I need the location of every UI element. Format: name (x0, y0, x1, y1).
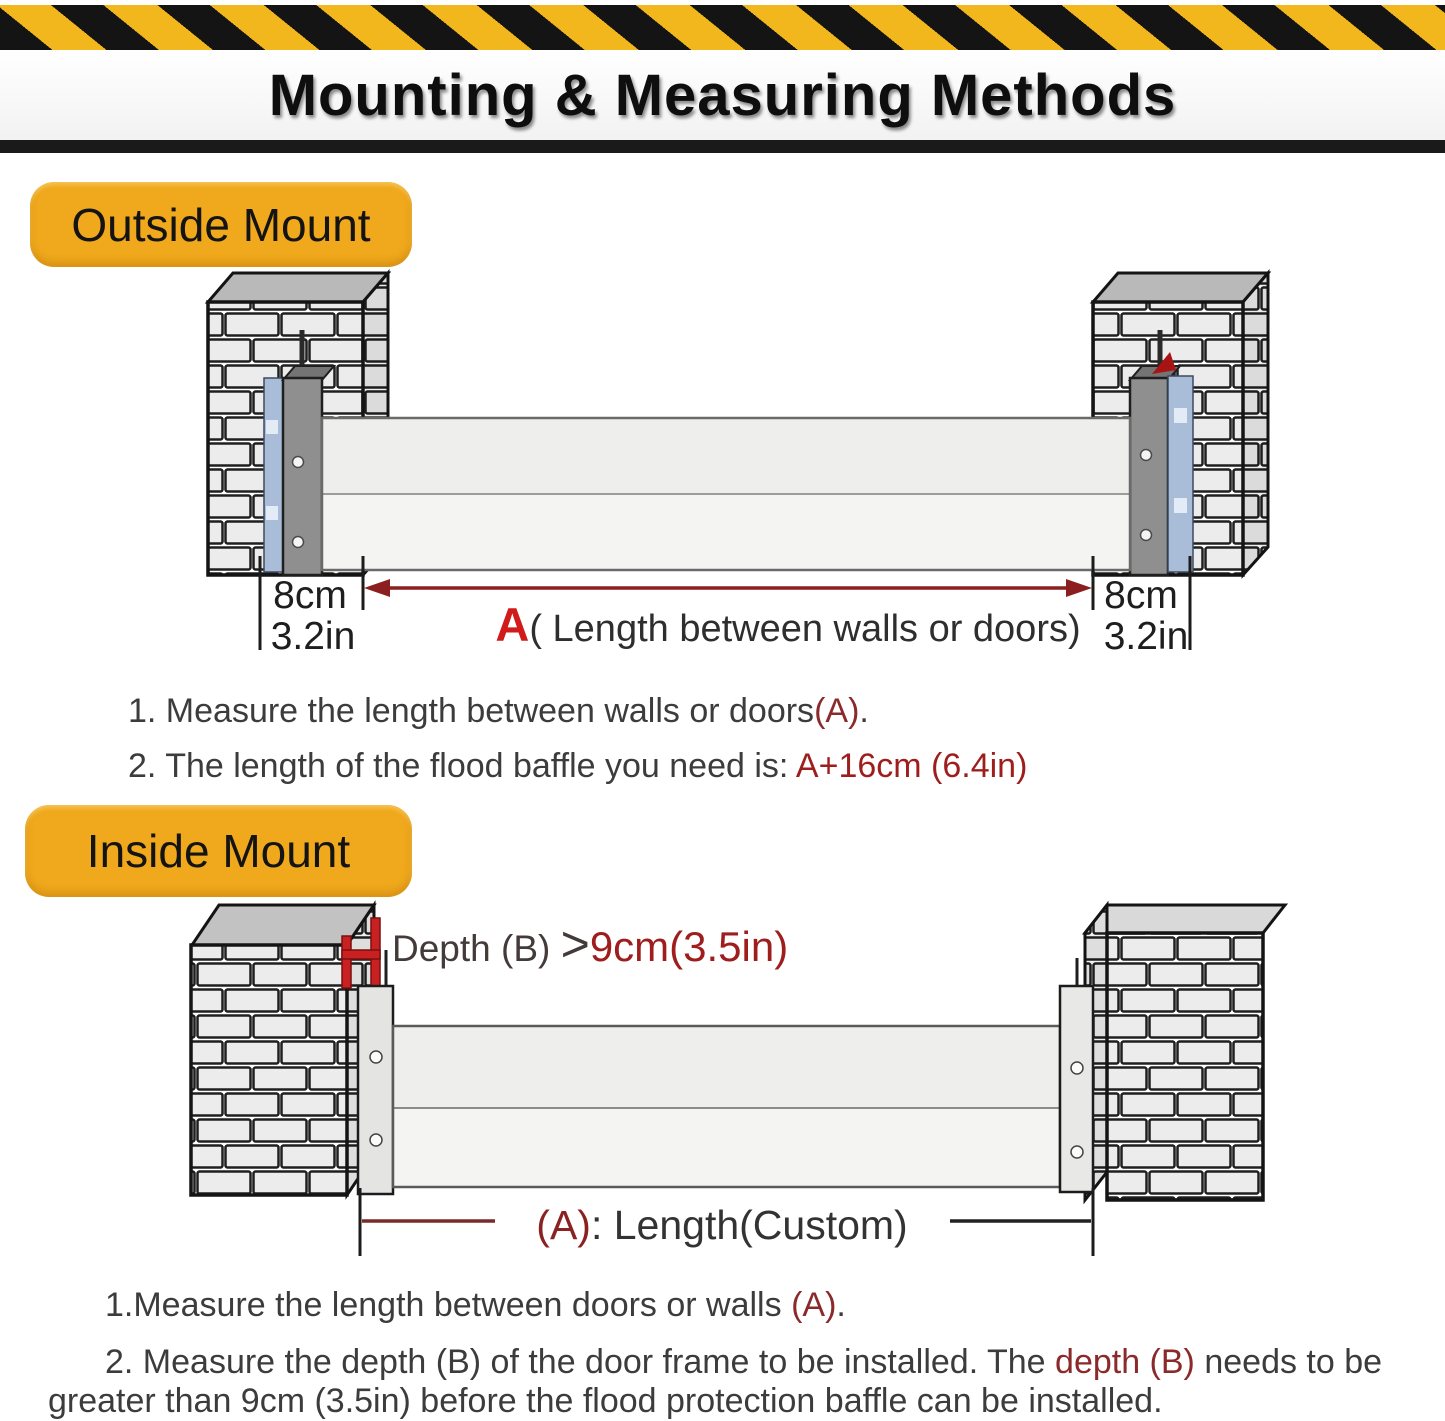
arrowhead-left-icon (364, 579, 390, 597)
hazard-stripe-banner (0, 5, 1445, 50)
outside-note-2 (128, 747, 1027, 786)
flood-barrier-panels-outside (322, 418, 1130, 570)
right-gap-in: 3.2in (1103, 615, 1189, 658)
note-text: 2. Measure the depth (B) of the door frame to be installed. The (105, 1342, 1056, 1381)
custom-length-label (536, 1202, 907, 1248)
right-gap-cm: 8cm (1104, 574, 1178, 617)
screw-hole (293, 537, 304, 548)
depth-value: 9cm(3.5in) (589, 923, 789, 970)
inside-dimension (360, 1188, 1093, 1256)
screw-hole (370, 1134, 382, 1146)
left-gap-cm: 8cm (273, 574, 347, 617)
custom-length-text: : Length(Custom) (590, 1202, 908, 1248)
outside-mount-badge-label: Outside Mount (71, 198, 371, 251)
inside-left-channel (358, 950, 393, 1194)
note-highlight: A+16cm (6.4in) (795, 747, 1028, 785)
note-text: . (859, 692, 869, 730)
inside-mount-diagram (191, 905, 1285, 1256)
inside-note-1 (48, 1286, 1444, 1325)
title-band (0, 50, 1445, 140)
outside-note-1 (128, 692, 1027, 731)
note-text: 1.Measure the length between doors or walls (105, 1286, 792, 1324)
length-letter: A (495, 598, 530, 651)
header-divider (0, 140, 1445, 153)
arrowhead-right-icon (1066, 579, 1092, 597)
depth-text: Depth (B) (392, 928, 561, 969)
screw-hole (1141, 450, 1152, 461)
screw-hole (1141, 530, 1152, 541)
note-highlight: (A) (791, 1286, 837, 1324)
note-highlight: (A) (814, 692, 860, 730)
flood-barrier-panels-inside (393, 1026, 1060, 1187)
left-gap-in: 3.2in (270, 615, 356, 658)
greater-than-sign: > (560, 916, 590, 972)
note-highlight: depth (B) (1055, 1342, 1195, 1381)
screw-hole (293, 457, 304, 468)
custom-length-letter: (A) (536, 1202, 591, 1248)
outside-mount-diagram (208, 273, 1268, 658)
length-text: ( Length between walls or doors) (529, 608, 1081, 650)
page-title: Mounting & Measuring Methods (268, 63, 1177, 128)
depth-label (392, 916, 788, 972)
note-text: 1. Measure the length between walls or doors (128, 692, 815, 730)
note-text: needs to be greater than 9cm (3.5in) before the flood protection baffle can be installed. (48, 1342, 1383, 1420)
screw-hole (1071, 1062, 1083, 1074)
note-text: 2. The length of the flood baffle you need is: (128, 747, 796, 785)
outside-mount-notes (128, 692, 1027, 786)
inside-mount-notes (48, 1286, 1444, 1420)
inside-mount-badge-label: Inside Mount (86, 825, 351, 877)
mount-channel (358, 986, 393, 1194)
outside-mount-badge (30, 182, 412, 267)
inside-right-pillar (1085, 905, 1285, 1200)
inside-note-2 (48, 1343, 1444, 1421)
mount-bracket (1130, 378, 1168, 575)
screw-hole (370, 1051, 382, 1063)
inside-right-channel (1060, 958, 1093, 1192)
length-label (495, 598, 1080, 651)
inside-mount-badge (25, 805, 412, 897)
seal-strip (1168, 376, 1193, 572)
outside-dimension (260, 556, 1190, 658)
note-text: . (836, 1286, 846, 1324)
screw-hole (1071, 1146, 1083, 1158)
mount-channel (1060, 986, 1093, 1192)
